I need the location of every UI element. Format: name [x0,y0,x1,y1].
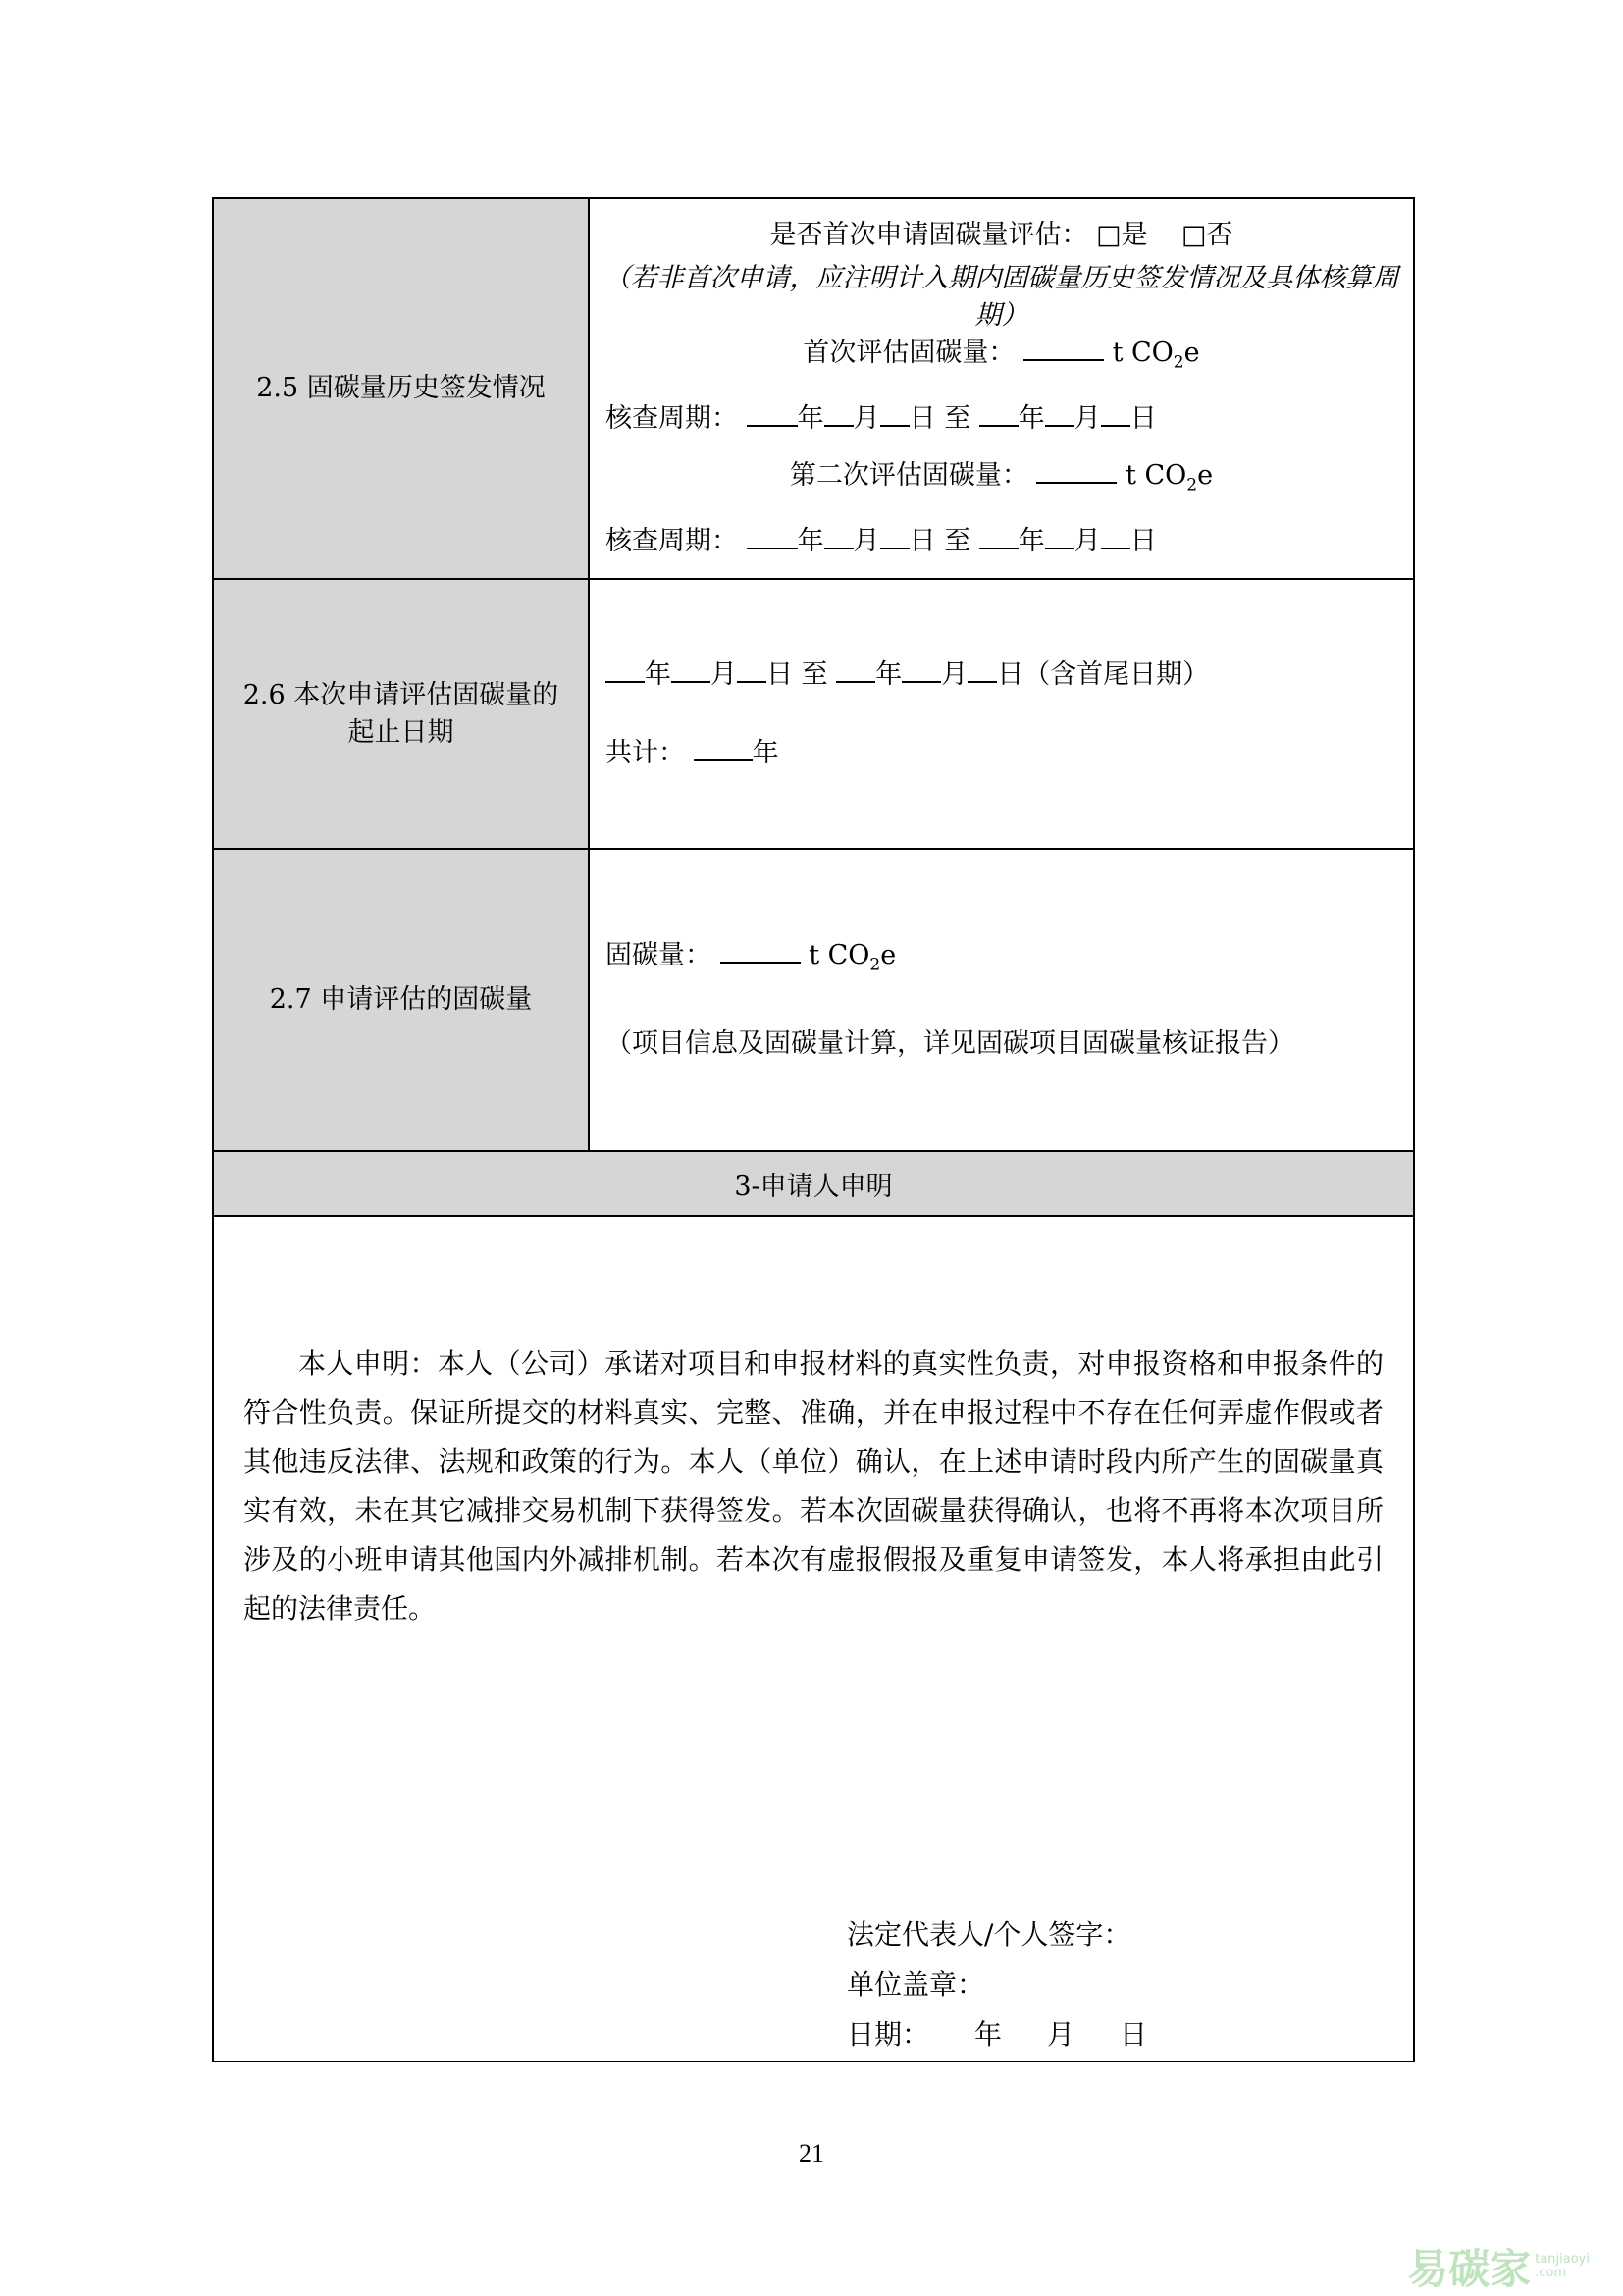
blank-month[interactable] [824,401,854,427]
blank-day[interactable] [968,657,997,683]
amount-line [590,937,1413,983]
watermark-sub-1: tanjiaoyi [1535,2252,1590,2267]
first-application-question [590,217,1413,254]
unit-prefix: t CO [1112,337,1174,368]
blank-day[interactable] [1101,524,1130,549]
blank-year[interactable] [836,657,875,683]
row-2-7-label: 2.7 申请评估的固碳量 [213,849,589,1151]
blank-day[interactable] [1101,401,1130,427]
blank-day[interactable] [880,401,910,427]
statement-cell [213,1216,1414,2061]
unit-prefix: t CO [809,940,870,971]
watermark-logo [1407,2237,1590,2296]
first-eval-label: 首次评估固碳量： [803,337,1016,368]
to-text: 至 [944,403,971,434]
month-text: 月 [1073,403,1101,434]
total-years-blank[interactable] [694,736,753,761]
first-period-line [590,400,1413,438]
unit-suffix: e [1183,337,1200,368]
applicant-statement: 本人申明：本人（公司）承诺对项目和申报材料的真实性负责，对申报资格和申报条件的符合性负责。保证所提交的材料真实、完整、准确，并在申报过程中不存在任何弄虚作假或者其他违反法律、法规和政策的行为。本人（单位）确认，在上述申请时段内所产生的固碳量真实有效，未在其它减排交易机制下获得签发。若本次固碳量获得确认，也将不再将本次项目所涉及的小班申请其他国内外减排机制。若本次有虚报假报及重复申请签发，本人将承担由此引起的法律责任。 [243,1347,1384,1625]
month-text: 月 [1047,2018,1075,2051]
year-text: 年 [645,658,671,690]
blank-day[interactable] [737,657,766,683]
day-text: 日 [909,526,936,557]
blank-year[interactable] [979,401,1019,427]
day-text: 日 [766,658,793,690]
day-text: 日 [1129,403,1157,434]
row-2-6-label: 2.6 本次申请评估固碳量的起止日期 [213,579,589,849]
blank-day[interactable] [880,524,910,549]
total-years-line [590,735,1413,772]
year-text: 年 [1018,526,1045,557]
month-text: 月 [1073,526,1101,557]
blank-year[interactable] [747,401,798,427]
seal-label: 单位盖章： [847,1968,985,2001]
first-application-question-text: 是否首次申请固碳量评估： [769,219,1088,250]
watermark-subtext [1535,2253,1590,2280]
period-label: 核查周期： [605,526,738,557]
day-text: 日 [1129,526,1157,557]
date-label: 日期： [847,2018,930,2051]
option-no-checkbox[interactable]: □否 [1180,219,1233,250]
year-text: 年 [797,526,824,557]
unit-subscript: 2 [1186,475,1198,496]
blank-month[interactable] [1045,401,1074,427]
period-label: 核查周期： [605,403,738,434]
report-note: （项目信息及固碳量计算，详见固碳项目固碳量核证报告） [605,1027,1294,1059]
blank-month[interactable] [824,524,854,549]
second-eval-blank[interactable] [1036,458,1117,484]
blank-year[interactable] [979,524,1019,549]
date-line [847,2009,1147,2060]
month-text: 月 [853,526,880,557]
history-note: （若非首次申请，应注明计入期内固碳量历史签发情况及具体核算周期） [603,262,1399,331]
section-3-title: 3-申请人申明 [213,1151,1414,1216]
unit-subscript: 2 [1173,352,1184,372]
unit-subscript: 2 [869,955,881,975]
first-eval-blank[interactable] [1023,336,1104,361]
unit-prefix: t CO [1126,460,1187,491]
total-label: 共计： [605,737,685,768]
row-2-6-content [589,579,1414,849]
signature-block [847,1909,1147,2060]
watermark-sub-2: .com [1535,2266,1567,2280]
option-yes-checkbox[interactable]: □是 [1096,219,1148,250]
second-eval-line [590,457,1413,503]
inclusive-note: （含首尾日期） [1023,658,1210,690]
row-2-7-content [589,849,1414,1151]
section-3-body-row [213,1216,1414,2061]
month-text: 月 [710,658,737,690]
day-text: 日 [1120,2018,1148,2051]
amount-blank[interactable] [720,938,801,964]
row-2-6 [213,579,1414,849]
signature-label: 法定代表人/个人签字： [847,1918,1131,1951]
date-range-line [590,656,1413,694]
section-3-header-row [213,1151,1414,1216]
blank-year[interactable] [747,524,798,549]
year-text: 年 [1018,403,1045,434]
year-text: 年 [875,658,903,690]
to-text: 至 [801,658,828,690]
page-number: 21 [799,2139,824,2167]
row-2-5 [213,198,1414,579]
month-text: 月 [941,658,969,690]
month-text: 月 [853,403,880,434]
blank-year[interactable] [605,657,645,683]
second-period-line [590,523,1413,560]
amount-label: 固碳量： [605,940,711,971]
watermark-text: 易碳家 [1407,2245,1532,2293]
row-2-7 [213,849,1414,1151]
day-text: 日 [909,403,936,434]
row-2-5-content [589,198,1414,579]
unit-suffix: e [880,940,897,971]
blank-month[interactable] [1045,524,1074,549]
application-form-table [212,197,1415,2062]
year-text: 年 [974,2018,1003,2051]
row-2-5-label: 2.5 固碳量历史签发情况 [213,198,589,579]
first-eval-line [590,335,1413,381]
blank-month[interactable] [671,657,710,683]
day-text: 日 [997,658,1024,690]
year-text: 年 [752,737,779,768]
to-text: 至 [944,526,971,557]
year-text: 年 [797,403,824,434]
blank-month[interactable] [902,657,941,683]
second-eval-label: 第二次评估固碳量： [789,460,1028,491]
unit-suffix: e [1197,460,1214,491]
